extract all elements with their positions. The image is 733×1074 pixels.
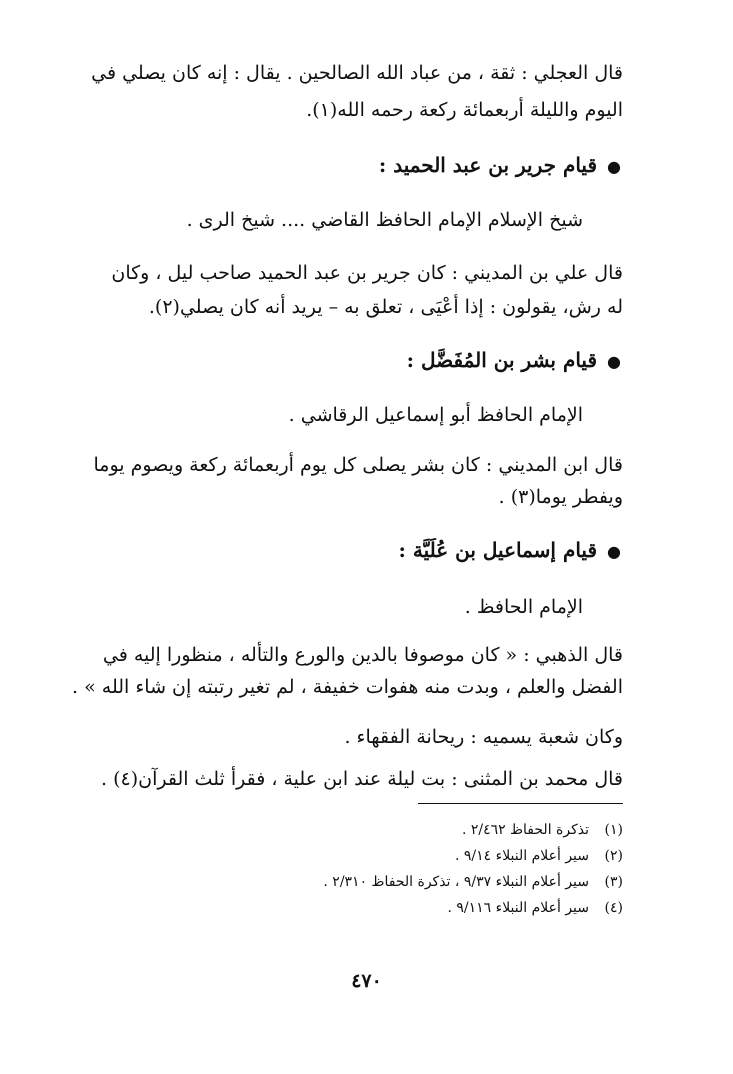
heading-text: قيام إسماعيل بن عُلَيَّة : xyxy=(398,538,598,562)
footnote-text: سير أعلام النبلاء ٩/١٤ . xyxy=(454,848,589,864)
section-heading xyxy=(110,535,621,567)
footnote-divider xyxy=(418,803,623,804)
bullet-icon: ● xyxy=(607,542,621,561)
footnote-number: (١) xyxy=(604,822,623,838)
footnote-number: (٣) xyxy=(604,874,623,890)
page-number: ٤٧٠ xyxy=(351,970,382,992)
footnote xyxy=(110,846,623,866)
footnote-text: سير أعلام النبلاء ٩/٣٧ ، تذكرة الحفاظ ٢/٣١٠ . xyxy=(323,874,589,890)
body-line: قال العجلي : ثقة ، من عباد الله الصالحين . يقال : إنه كان يصلي في xyxy=(91,62,623,84)
body-line: شيخ الإسلام الإمام الحافظ القاضي .... شيخ الرى . xyxy=(186,209,583,231)
body-line: الإمام الحافظ أبو إسماعيل الرقاشي . xyxy=(288,404,583,426)
footnote xyxy=(110,898,623,918)
body-line: وكان شعبة يسميه : ريحانة الفقهاء . xyxy=(344,726,623,748)
body-line: قال الذهبي : « كان موصوفا بالدين والورع والتأله ، منظورا إليه في xyxy=(102,644,623,666)
section-heading xyxy=(110,345,621,377)
bullet-icon: ● xyxy=(607,352,621,371)
body-line: الإمام الحافظ . xyxy=(464,596,583,618)
body-line: قال علي بن المديني : كان جرير بن عبد الحميد صاحب ليل ، وكان xyxy=(111,262,623,284)
footnote-number: (٤) xyxy=(604,900,623,916)
heading-text: قيام جرير بن عبد الحميد : xyxy=(378,153,598,177)
footnote xyxy=(110,872,623,892)
body-line: ويفطر يوما(٣) . xyxy=(498,486,623,508)
body-line: له رش، يقولون : إذا أعْيَى ، تعلق به – يريد أنه كان يصلي(٢). xyxy=(148,296,623,318)
body-line: قال محمد بن المثنى : بت ليلة عند ابن علية ، فقرأ ثلث القرآن(٤) . xyxy=(100,768,623,790)
footnote-text: تذكرة الحفاظ ٢/٤٦٢ . xyxy=(461,822,589,838)
body-line: الفضل والعلم ، وبدت منه هفوات خفيفة ، لم تغير رتبته إن شاء الله » . xyxy=(72,676,623,698)
heading-text: قيام بشر بن المُفَضَّل : xyxy=(406,348,598,372)
body-line: اليوم والليلة أربعمائة ركعة رحمه الله(١). xyxy=(306,99,623,121)
bullet-icon: ● xyxy=(607,157,621,176)
body-line: قال ابن المديني : كان بشر يصلى كل يوم أربعمائة ركعة ويصوم يوما xyxy=(93,454,623,476)
footnote-number: (٢) xyxy=(604,848,623,864)
footnote xyxy=(110,820,623,840)
section-heading xyxy=(110,150,621,182)
footnote-text: سير أعلام النبلاء ٩/١١٦ . xyxy=(447,900,589,916)
